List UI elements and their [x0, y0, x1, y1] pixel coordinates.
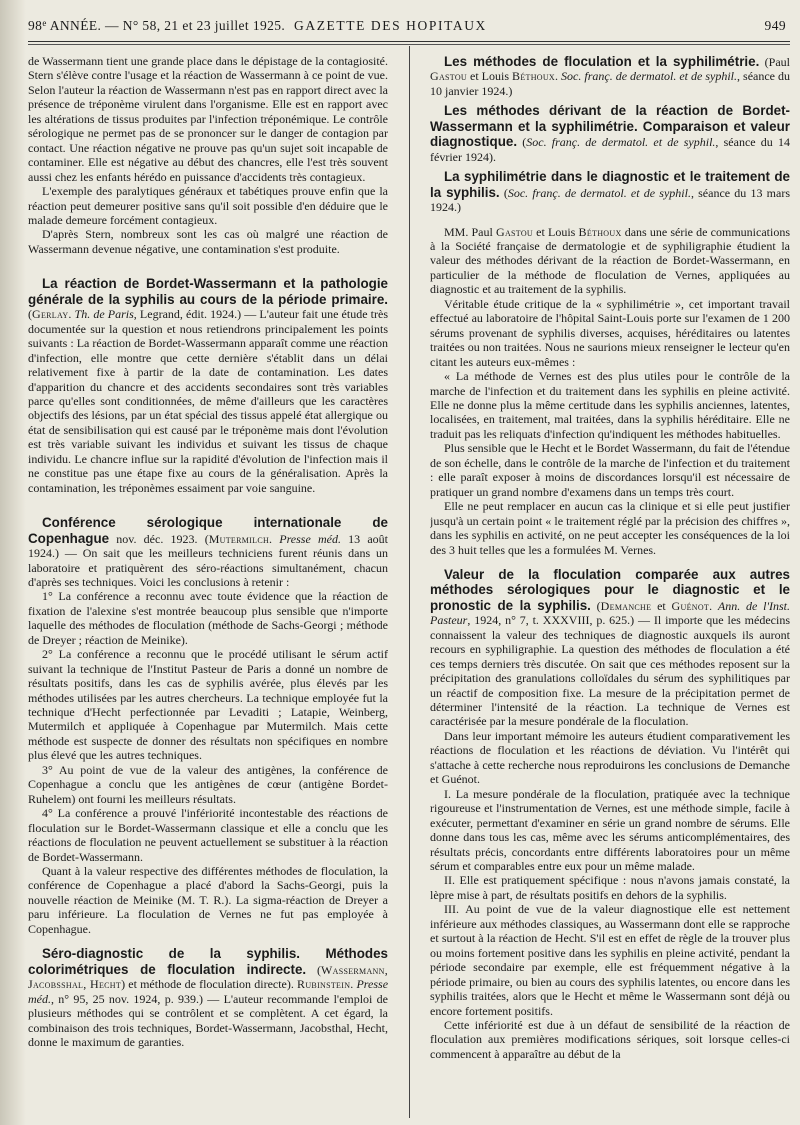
author-name: Guénot	[671, 598, 710, 613]
section-heading: Les méthodes de floculation et la syphilimétrie.	[444, 54, 760, 69]
reference-text: et Louis	[467, 69, 513, 84]
reference-text: , séance du 14 février 1924).	[430, 135, 790, 164]
text-columns	[28, 54, 790, 1118]
paragraph: de Wassermann tient une grande place dans le dépistage de la contagiosité. Stern s'élève contre l'usage et la réaction de Wassermann à ce point de vue. Selon l'auteur la réaction de Wassermann n'est pas en rapport direct avec la présence de tréponème virulent dans l'organisme. Elle est en rapport avec les altérations de tissus produites par l'infection tréponémique. Le contrôle sérologique ne permet pas de se prononcer sur le danger de contagion par contact. Une réaction négative ne prouve pas qu'un sujet soit incapable de contaminer. Elle est négative au début des chancres, elle l'est très souvent aussi chez les enfants hérédo en puissance d'accidents très contagieux.	[28, 54, 388, 184]
conclusion-item: Quant à la valeur respective des différentes méthodes de floculation, la conférence de Copenhague a placé d'abord la Sachs-Georgi, puis la nouvelle réaction de Meinike (M. T. R.). La sigma-réaction de Dreyer a paru inférieure. La floculation de Vernes ne fut pas employée à Copenhague.	[28, 864, 388, 936]
section-gastou-2	[430, 103, 790, 164]
reference-text: et	[651, 598, 672, 613]
running-header	[28, 14, 790, 40]
author-name: Béthoux	[512, 69, 556, 84]
reference-text: 13 août 1924.) —	[28, 531, 388, 561]
reference-text: , 1924, n° 7, t. XXXVIII, p. 625.) —	[467, 613, 654, 628]
paragraph: D'après Stern, nombreux sont les cas où malgré une réaction de Wassermann devenue négative, une contamination s'est produite.	[28, 227, 388, 256]
issue-line	[28, 18, 285, 34]
reference-text: , séance du 10 janvier 1924.)	[430, 69, 790, 98]
section-copenhague	[28, 515, 388, 589]
journal-name: Soc. franç. de dermatol. et de syphil.	[561, 69, 738, 84]
section-body: L'auteur recommande l'emploi de plusieurs méthodes qui se contrôlent et se complètent. A cet égard, la combinaison des trois techniques, Bordet-Wassermann, Jacobsthal, Hecht, donne le maximum de garanties.	[28, 991, 388, 1049]
conclusion-item: II. Elle est pratiquement spécifique : nous n'avons jamais constaté, la lèpre mise à part, de résultats positifs en dehors de la syphilis.	[430, 873, 790, 902]
column-divider	[409, 46, 410, 1118]
issue-date: ANNÉE. — N° 58, 21 et 23 juillet 1925.	[46, 18, 286, 33]
journal-name: Presse méd.	[279, 531, 341, 546]
reference-text: .	[350, 977, 357, 992]
reference-text: ) et méthode de floculation directe).	[121, 977, 298, 992]
reference-text: (	[590, 598, 601, 613]
section-demanche	[430, 567, 790, 729]
conclusion-item: 3° Au point de vue de la valeur des antigènes, la conférence de Copenhague a conclu que les antigènes de cœur (antigène Bordet-Ruhelem) ont fourni les meilleurs résultats.	[28, 762, 388, 806]
conclusion-item: 1° La conférence a reconnu avec toute évidence que la réaction de fixation de l'alexine s'est montrée beaucoup plus sensible que n'importe laquelle des méthodes de floculation (méthode de Sachs-Georgi ; méthode de Dreyer ; réaction de Meinike).	[28, 589, 388, 647]
quotation: Elle ne peut remplacer en aucun cas la clinique et si elle peut justifier jusqu'à un certain point « le traitement réglé par la précision des chiffres », dans les syphilis en activité, on ne peut accepter les conséquences de la loi des 3 huit telles que les a formulées M. Vernes.	[430, 499, 790, 557]
header-rule-secondary	[28, 44, 790, 45]
author-name: Gerlay	[32, 307, 69, 322]
quotation: Plus sensible que le Hecht et le Bordet Wassermann, du fait de l'étendue de son échelle, dans le contrôle de la marche de l'infection et du traitement : elle paraît exposer à moins de discordances lorsqu'il est nécessaire de pratiquer un grand nombre d'examens dans un temps très court.	[430, 441, 790, 499]
conclusion-item: 2° La conférence a reconnu que le procédé utilisant le sérum actif suivant la technique de l'Institut Pasteur de Paris a donné un nombre de résultats positifs, dans les cas de syphilis avérée, plus élevés par les méthodes utilisées par les autres chercheurs. La technique employée fut la technique d'Hecht perfectionnée par Levaditi ; Latapie, Weinberg, Mutermilch et appliquée à Copenhague par Mutermilch. Mais cette méthode est suspecte de donner des résultats non spécifiques en nombre plus élevé que les autres techniques.	[28, 647, 388, 763]
page-binding-shadow	[0, 0, 26, 1125]
reference-text: .	[68, 307, 75, 322]
journal-name: Presse méd.	[28, 977, 388, 1006]
header-rule	[28, 41, 790, 42]
author-name: Gastou	[496, 224, 534, 239]
reference-text: .	[555, 69, 562, 84]
reference-text: , séance du 13 mars 1924.)	[430, 185, 790, 215]
journal-name: Soc. franç. de dermatol. et de syphil.	[507, 185, 691, 200]
page-number: 949	[764, 18, 786, 33]
conclusion-item: III. Au point de vue de la valeur diagnostique elle est nettement inférieure aux méthodes classiques, au Wassermann dont elle se rapproche et surtout à la réaction de Hecht. S'il est en effet de règle de la trouver plus ou moins fortement positive dans les syphilis en pleine activité, pendant la période secondaire par exemple, elle est fréquemment négative à la période primaire, ou bien au cours des syphilis latentes, ou encore dans les syphilis traitées, alors que le Hecht et même le Wassermann sont déjà ou encore fortement positifs.	[430, 902, 790, 1018]
right-column	[430, 54, 790, 1118]
reference-text: , Legrand, édit. 1924.) —	[133, 307, 260, 322]
journal-name: Ann. de l'Inst. Pasteur	[430, 598, 790, 628]
body-text: et Louis	[533, 224, 579, 239]
paragraph: Véritable étude critique de la « syphilimétrie », cet important travail effectué au laboratoire de l'hôpital Saint-Louis porte sur l'examen de 1 200 sérums provenant de syphilis diverses, acquises, héréditaires ou latentes traitées ou non traitées. Nous ne saurions mieux renseigner le lecteur qu'en citant les auteurs eux-mêmes :	[430, 296, 790, 369]
reference-text: , n° 95, 25 nov. 1924, p. 939.) —	[51, 991, 224, 1006]
author-name: Demanche	[600, 598, 652, 613]
reference-text: .	[709, 598, 718, 613]
author-names: Wassermann, Jacobsshal, Hecht	[28, 962, 388, 992]
reference-text: (	[28, 307, 32, 322]
body-text: dans une série de communications à la Société française de dermatologie et de syphiligraphie étudient la valeur des méthodes dérivant de la réaction de Bordet-Wassermann, en particulier de la méthode de floculation de Vernes, appliquées au diagnostic et au traitement de la syphilis.	[430, 224, 790, 297]
section-gastou-3	[430, 169, 790, 214]
section-body: Il importe que les médecins connaissent la valeur des techniques de diagnostic auxquels ils auront recours en syphiligraphie. La question des méthodes de floculation a été ces temps derniers très discutée. On sait que ces méthodes reposent sur la précipitation des granulations colloïdales du sérum des syphilitiques par un réactif de composition fixe. La mesure de la précipitation permet de déterminer l'intensité de la réaction. La technique de Vernes est caractérisée par la mesure pondérale de la floculation.	[430, 613, 790, 729]
body-text: MM. Paul	[444, 224, 497, 239]
section-heading: Séro-diagnostic de la syphilis. Méthodes colorimétriques de floculation indirecte.	[28, 946, 388, 977]
conclusion-item: I. La mesure pondérale de la floculation, pratiquée avec la technique rigoureuse et l'instrumentation de Vernes, est une méthode simple, facile à exécuter, permettant d'examiner en série un grand nombre de sérums. Elle donne dans tous les cas, même avec les sérums anticomplémentaires, des résultats précis, concordants entre différents laboratoires pour un même sérum et comparables entre eux pour un même malade.	[430, 786, 790, 874]
section-gastou-1	[430, 54, 790, 98]
section-body: L'auteur fait une étude très documentée sur la question et nous retiendrons principalement les points suivants : La réaction de Bordet-Wassermann apparaît comme une réaction d'infection, elle montre que cette dernière s'établit dans un délai relativement fixe à partir de la date de contamination. Les dates d'apparition du chancre et des accidents secondaires sont très variables parce qu'elles sont conditionnées, de même d'ailleurs que les caractères objectifs des lésions, par un état spécial des tissus appelé état allergique ou état de sensibilisation qui est causé par le tréponème mais dont l'évolution est très variable suivant les individus et suivant les tissus de chaque individu. Le chancre influe sur la rapidité d'évolution de l'infection mais il ne constitue pas une étape fixe au cours de la généralisation. Après la contamination, les tréponèmes essaiment par voie sanguine.	[28, 307, 388, 495]
section-gerlay	[28, 276, 388, 495]
section-body: On sait que les meilleurs techniciens furent réunis dans un laboratoire et pratiquèrent des séro-réactions simultanément, chacun d'après ses techniques. Voici les conclusions à retenir :	[28, 546, 388, 589]
author-name: Mutermilch	[208, 531, 270, 546]
section-heading: La réaction de Bordet-Wassermann et la pathologie générale de la syphilis au cours de la période primaire.	[28, 276, 388, 307]
paragraph: L'exemple des paralytiques généraux et tabétiques prouve enfin que la réaction peut demeurer positive sans qu'il soit possible d'en déduire que le malade demeure forcément contagieux.	[28, 184, 388, 227]
journal-name: Soc. franç. de dermatol. et de syphil.	[526, 135, 716, 150]
section-heading: Les méthodes dérivant de la réaction de Bordet-Wassermann et la syphilimétrie. Comparaison et valeur diagnostique.	[430, 103, 790, 150]
journal-page	[28, 14, 790, 1118]
section-rubinstein	[28, 946, 388, 1049]
left-column	[28, 54, 388, 1118]
reference-text: (Paul	[759, 55, 790, 69]
section-heading: Valeur de la floculation comparée aux autres méthodes sérologiques pour le diagnostic et le pronostic de la syphilis.	[430, 566, 790, 613]
reference-text: (	[517, 135, 527, 150]
paragraph: Cette infériorité est due à un défaut de sensibilité de la réaction de floculation aux premières modifications sériques, soit lorsque celles-ci commencent à apparaître au début de la	[430, 1018, 790, 1061]
section-heading: Conférence sérologique internationale de Copenhague	[28, 515, 388, 546]
journal-name: Th. de Paris	[74, 307, 134, 322]
conclusion-item: 4° La conférence a prouvé l'infériorité incontestable des réactions de floculation sur le Bordet-Wassermann classique et elle a conclu que les réactions de floculation ne peuvent actuellement se substituer à la réaction de Bordet-Wassermann.	[28, 806, 388, 864]
author-name: Gastou	[430, 69, 467, 84]
reference-text: nov. déc. 1923. (	[109, 531, 209, 546]
quotation: « La méthode de Vernes est des plus utiles pour le contrôle de la marche de l'infection et du traitement dans les syphilis en pleine activité. Elle ne donne plus la même certitude dans les syphilis anciennes, latentes, localisées, en traitement, mal traitées, dans la syphilis héréditaire. Elle ne traduit pas les reliquats d'infection qu'indiquent les méthodes habituelles.	[430, 369, 790, 441]
issue-number: 98	[28, 18, 43, 33]
paragraph: Dans leur important mémoire les auteurs étudient comparativement les réactions de floculation et les réactions de déviation. Vu l'intérêt qui s'attache à cette recherche nous reproduirons les conclusions de Demanche et Guénot.	[430, 728, 790, 787]
journal-title: GAZETTE DES HOPITAUX	[294, 18, 487, 33]
reference-text: (	[306, 962, 322, 977]
section-heading: La syphilimétrie dans le diagnostic et le traitement de la syphilis.	[430, 169, 790, 200]
author-name: Béthoux	[578, 224, 622, 239]
paragraph	[430, 225, 790, 297]
author-name: Rubinstein	[297, 977, 351, 992]
reference-text: (	[499, 185, 508, 200]
issue-ordinal-suffix: e	[42, 18, 47, 28]
reference-text: .	[269, 531, 280, 546]
